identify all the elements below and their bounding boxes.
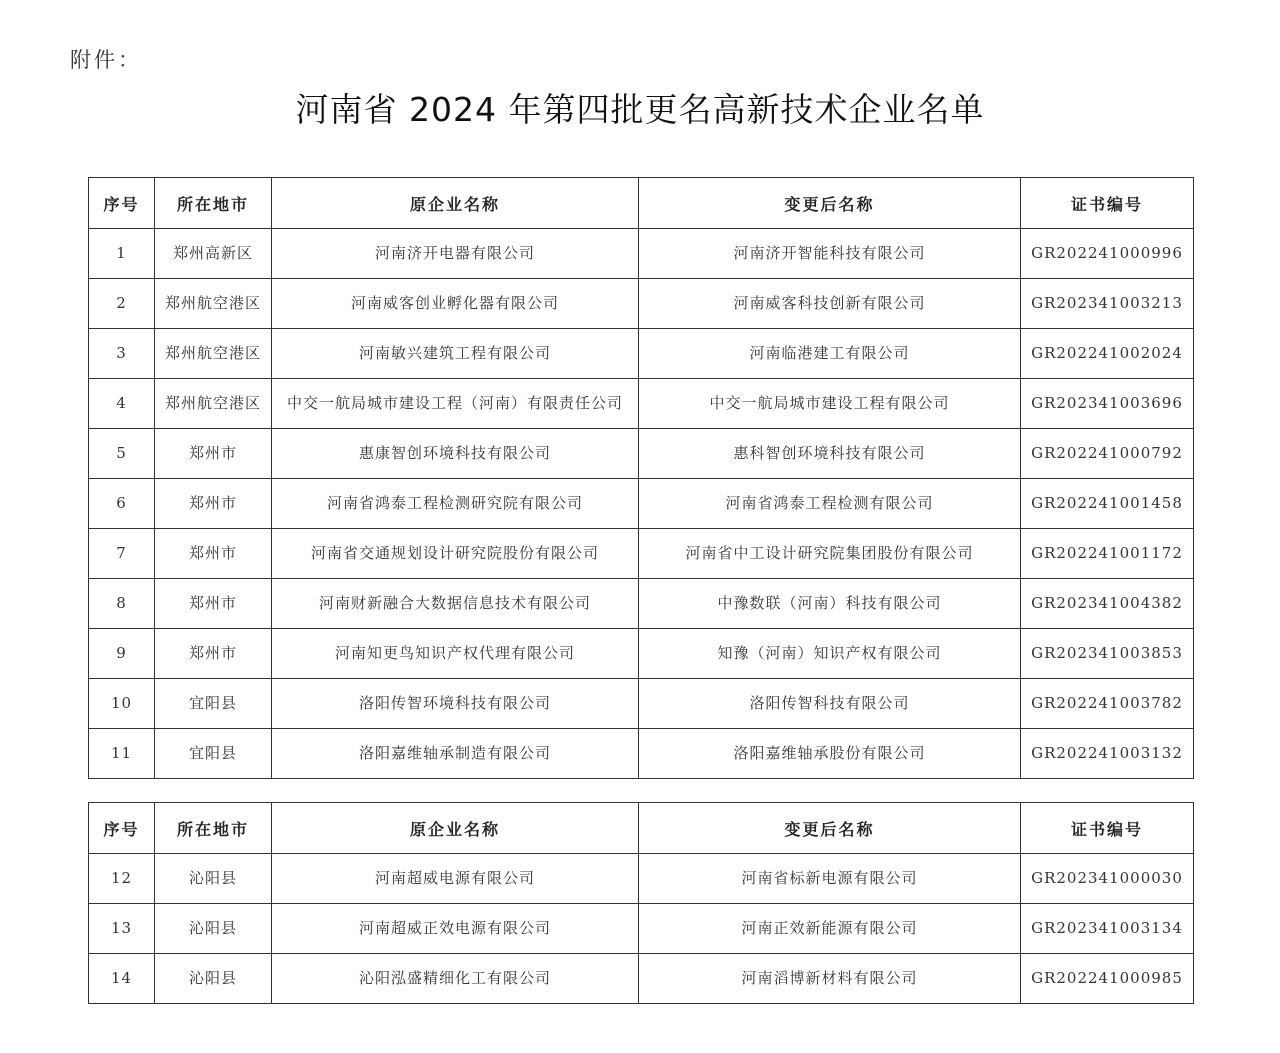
page-title: 河南省 2024 年第四批更名高新技术企业名单 <box>295 90 985 129</box>
cell-new-name: 河南威客科技创新有限公司 <box>639 279 1021 329</box>
cell-index: 4 <box>89 379 155 429</box>
cell-new-name: 河南滔博新材料有限公司 <box>639 954 1021 1004</box>
cell-original-name: 河南超威电源有限公司 <box>272 854 639 904</box>
cell-location: 郑州市 <box>155 479 272 529</box>
cell-original-name: 中交一航局城市建设工程（河南）有限责任公司 <box>272 379 639 429</box>
header-index: 序号 <box>89 178 155 229</box>
cell-original-name: 河南省鸿泰工程检测研究院有限公司 <box>272 479 639 529</box>
cell-certificate: GR202241000985 <box>1021 954 1194 1004</box>
table-row <box>89 529 1194 579</box>
header-location: 所在地市 <box>155 178 272 229</box>
cell-certificate: GR202341003853 <box>1021 629 1194 679</box>
cell-certificate: GR202241000792 <box>1021 429 1194 479</box>
cell-location: 郑州市 <box>155 429 272 479</box>
cell-index: 11 <box>89 729 155 779</box>
cell-location: 郑州航空港区 <box>155 279 272 329</box>
cell-location: 宜阳县 <box>155 679 272 729</box>
cell-index: 13 <box>89 904 155 954</box>
cell-index: 14 <box>89 954 155 1004</box>
header-new-name: 变更后名称 <box>639 178 1021 229</box>
cell-certificate: GR202241002024 <box>1021 329 1194 379</box>
cell-certificate: GR202241000996 <box>1021 229 1194 279</box>
table-row <box>89 729 1194 779</box>
cell-certificate: GR202341003134 <box>1021 904 1194 954</box>
table-row <box>89 329 1194 379</box>
cell-original-name: 洛阳传智环境科技有限公司 <box>272 679 639 729</box>
cell-index: 2 <box>89 279 155 329</box>
cell-location: 郑州市 <box>155 629 272 679</box>
table-row <box>89 679 1194 729</box>
cell-certificate: GR202341003696 <box>1021 379 1194 429</box>
cell-certificate: GR202241003782 <box>1021 679 1194 729</box>
cell-new-name: 中豫数联（河南）科技有限公司 <box>639 579 1021 629</box>
cell-original-name: 河南威客创业孵化器有限公司 <box>272 279 639 329</box>
cell-certificate: GR202241001458 <box>1021 479 1194 529</box>
cell-new-name: 洛阳传智科技有限公司 <box>639 679 1021 729</box>
header-location: 所在地市 <box>155 803 272 854</box>
cell-location: 郑州市 <box>155 579 272 629</box>
table-row <box>89 479 1194 529</box>
cell-location: 郑州市 <box>155 529 272 579</box>
cell-certificate: GR202341003213 <box>1021 279 1194 329</box>
cell-index: 10 <box>89 679 155 729</box>
cell-original-name: 洛阳嘉维轴承制造有限公司 <box>272 729 639 779</box>
cell-index: 5 <box>89 429 155 479</box>
cell-certificate: GR202341004382 <box>1021 579 1194 629</box>
cell-index: 6 <box>89 479 155 529</box>
cell-original-name: 河南财新融合大数据信息技术有限公司 <box>272 579 639 629</box>
cell-location: 沁阳县 <box>155 854 272 904</box>
table-row <box>89 854 1194 904</box>
cell-new-name: 洛阳嘉维轴承股份有限公司 <box>639 729 1021 779</box>
cell-certificate: GR202241001172 <box>1021 529 1194 579</box>
attachment-label: 附件： <box>70 48 142 72</box>
cell-new-name: 河南省标新电源有限公司 <box>639 854 1021 904</box>
header-certificate: 证书编号 <box>1021 178 1194 229</box>
cell-new-name: 中交一航局城市建设工程有限公司 <box>639 379 1021 429</box>
cell-index: 9 <box>89 629 155 679</box>
header-original-name: 原企业名称 <box>272 178 639 229</box>
cell-new-name: 惠科智创环境科技有限公司 <box>639 429 1021 479</box>
cell-original-name: 惠康智创环境科技有限公司 <box>272 429 639 479</box>
cell-original-name: 沁阳泓盛精细化工有限公司 <box>272 954 639 1004</box>
cell-new-name: 知豫（河南）知识产权有限公司 <box>639 629 1021 679</box>
header-index: 序号 <box>89 803 155 854</box>
cell-location: 郑州航空港区 <box>155 379 272 429</box>
cell-original-name: 河南省交通规划设计研究院股份有限公司 <box>272 529 639 579</box>
table-row <box>89 229 1194 279</box>
cell-index: 1 <box>89 229 155 279</box>
cell-new-name: 河南济开智能科技有限公司 <box>639 229 1021 279</box>
header-original-name: 原企业名称 <box>272 803 639 854</box>
cell-new-name: 河南省鸿泰工程检测有限公司 <box>639 479 1021 529</box>
company-rename-table-1 <box>88 177 1194 779</box>
cell-new-name: 河南省中工设计研究院集团股份有限公司 <box>639 529 1021 579</box>
cell-location: 宜阳县 <box>155 729 272 779</box>
cell-original-name: 河南超威正效电源有限公司 <box>272 904 639 954</box>
table-row <box>89 579 1194 629</box>
cell-location: 沁阳县 <box>155 954 272 1004</box>
header-new-name: 变更后名称 <box>639 803 1021 854</box>
cell-new-name: 河南临港建工有限公司 <box>639 329 1021 379</box>
cell-new-name: 河南正效新能源有限公司 <box>639 904 1021 954</box>
header-certificate: 证书编号 <box>1021 803 1194 854</box>
cell-certificate: GR202341000030 <box>1021 854 1194 904</box>
table-header-row <box>89 803 1194 854</box>
cell-index: 3 <box>89 329 155 379</box>
company-rename-table-2 <box>88 802 1194 1004</box>
table-row <box>89 954 1194 1004</box>
cell-location: 沁阳县 <box>155 904 272 954</box>
cell-original-name: 河南济开电器有限公司 <box>272 229 639 279</box>
cell-index: 8 <box>89 579 155 629</box>
cell-certificate: GR202241003132 <box>1021 729 1194 779</box>
table-header-row <box>89 178 1194 229</box>
table-row <box>89 629 1194 679</box>
table-row <box>89 904 1194 954</box>
table-row <box>89 429 1194 479</box>
cell-index: 12 <box>89 854 155 904</box>
cell-index: 7 <box>89 529 155 579</box>
table-row <box>89 279 1194 329</box>
cell-original-name: 河南知更鸟知识产权代理有限公司 <box>272 629 639 679</box>
cell-location: 郑州高新区 <box>155 229 272 279</box>
table-row <box>89 379 1194 429</box>
cell-original-name: 河南敏兴建筑工程有限公司 <box>272 329 639 379</box>
cell-location: 郑州航空港区 <box>155 329 272 379</box>
